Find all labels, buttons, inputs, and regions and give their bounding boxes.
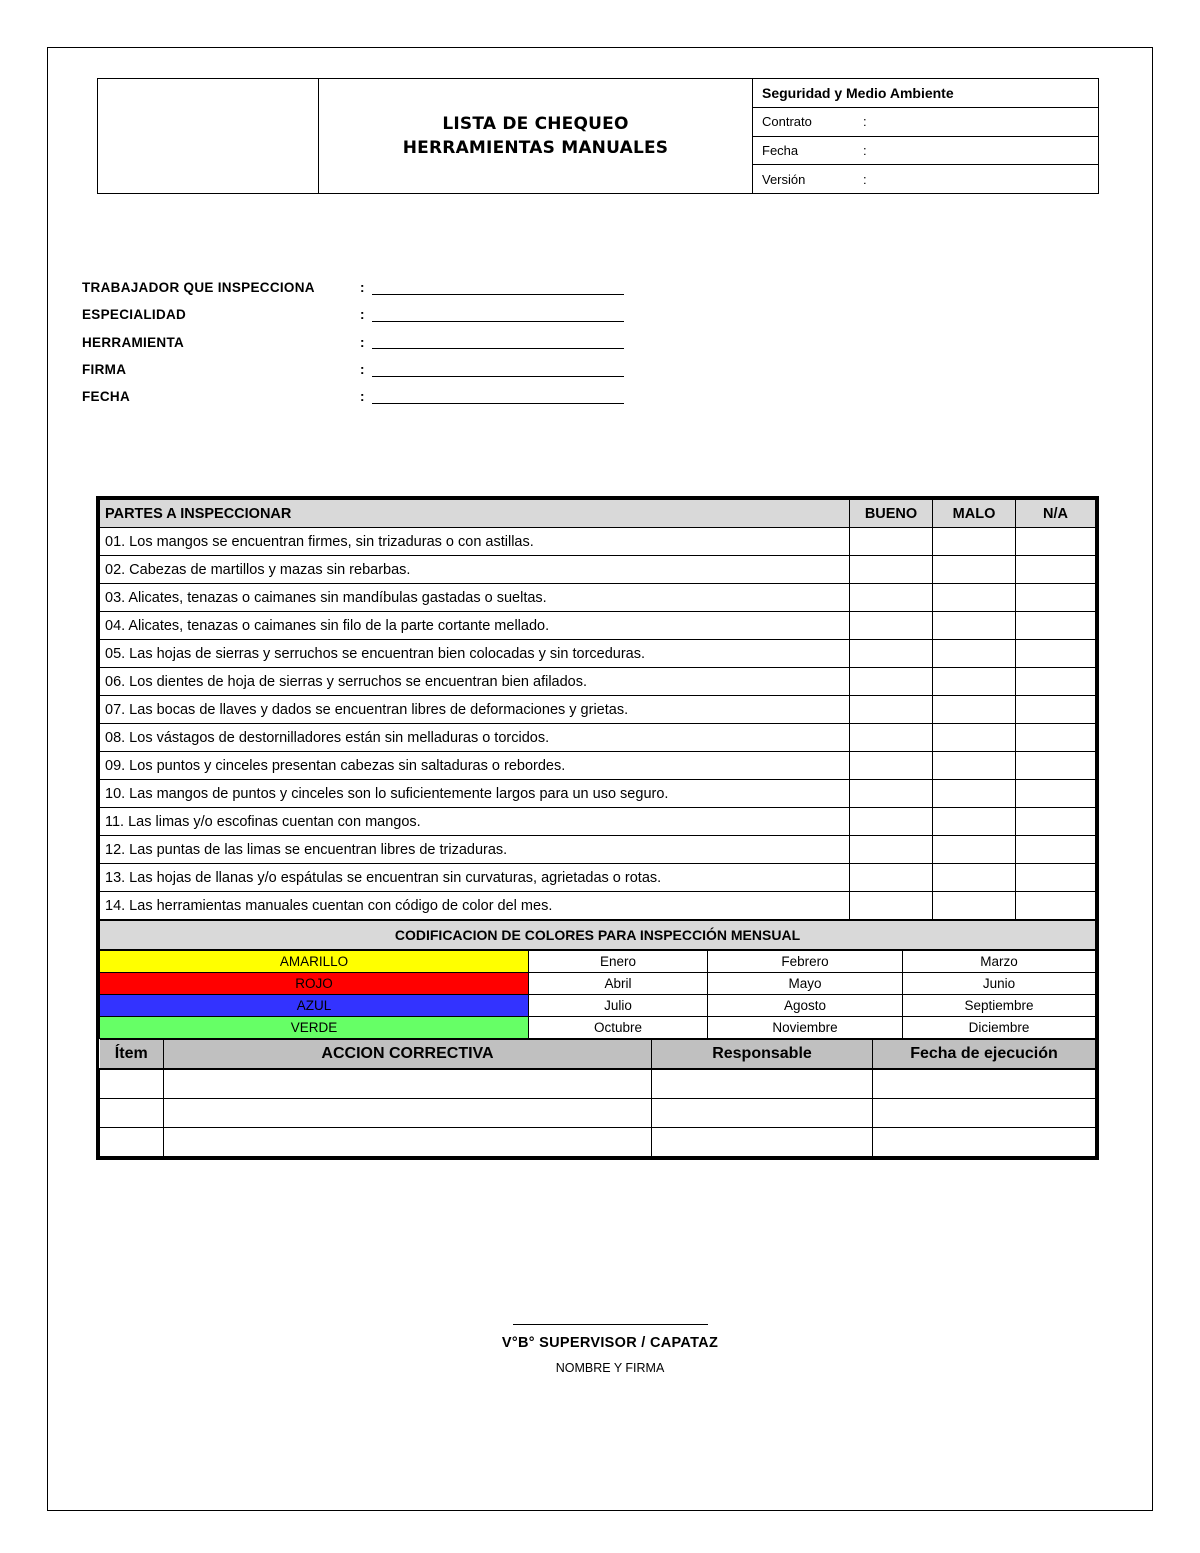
inspection-item: 03. Alicates, tenazas o caimanes sin mandíbulas gastadas o sueltas. — [100, 584, 850, 612]
color-swatch-rojo: ROJO — [100, 973, 529, 995]
month-cell: Febrero — [708, 951, 903, 973]
cell-good[interactable] — [850, 892, 933, 920]
cell-good[interactable] — [850, 836, 933, 864]
meta-version — [753, 165, 1098, 193]
cell-good[interactable] — [850, 696, 933, 724]
inspection-row — [100, 892, 1096, 920]
cell-responsible[interactable] — [652, 1099, 873, 1128]
signature-line[interactable] — [513, 1312, 708, 1325]
cell-date[interactable] — [873, 1069, 1096, 1099]
month-cell: Abril — [529, 973, 708, 995]
header-na: N/A — [1016, 500, 1096, 528]
cell-action[interactable] — [164, 1069, 652, 1099]
inspection-row — [100, 668, 1096, 696]
meta-value: : — [863, 114, 867, 130]
cell-good[interactable] — [850, 556, 933, 584]
signature-title: V°B° SUPERVISOR / CAPATAZ — [501, 1335, 719, 1351]
meta-fecha — [753, 137, 1098, 166]
color-row — [100, 951, 1096, 973]
cell-na[interactable] — [1016, 640, 1096, 668]
cell-item[interactable] — [100, 1099, 164, 1128]
field-label: FECHA — [82, 389, 130, 405]
field-input-line[interactable] — [372, 308, 624, 322]
field-fecha — [82, 383, 642, 410]
inspection-header-row — [100, 500, 1096, 528]
cell-date[interactable] — [873, 1128, 1096, 1157]
inspection-row — [100, 780, 1096, 808]
field-herramienta — [82, 329, 642, 356]
field-input-line[interactable] — [372, 335, 624, 349]
cell-bad[interactable] — [933, 864, 1016, 892]
field-label: HERRAMIENTA — [82, 334, 185, 350]
cell-bad[interactable] — [933, 640, 1016, 668]
meta-label: Contrato — [762, 114, 812, 130]
inspection-row — [100, 696, 1096, 724]
inspection-row — [100, 584, 1096, 612]
month-cell: Junio — [903, 973, 1096, 995]
color-coding-title: CODIFICACION DE COLORES PARA INSPECCIÓN MENSUAL — [100, 921, 1096, 950]
cell-bad[interactable] — [933, 556, 1016, 584]
corrective-row — [100, 1099, 1096, 1128]
field-trabajador — [82, 274, 642, 301]
meta-contrato — [753, 108, 1098, 137]
header-action: ACCION CORRECTIVA — [164, 1040, 652, 1070]
cell-na[interactable] — [1016, 528, 1096, 556]
cell-good[interactable] — [850, 752, 933, 780]
cell-na[interactable] — [1016, 836, 1096, 864]
cell-good[interactable] — [850, 724, 933, 752]
cell-na[interactable] — [1016, 612, 1096, 640]
cell-responsible[interactable] — [652, 1128, 873, 1157]
header-responsible: Responsable — [652, 1040, 873, 1070]
month-cell: Mayo — [708, 973, 903, 995]
field-input-line[interactable] — [372, 363, 624, 377]
month-cell: Agosto — [708, 995, 903, 1017]
cell-na[interactable] — [1016, 892, 1096, 920]
signature-block — [400, 1312, 820, 1375]
document-title — [319, 79, 753, 193]
field-input-line[interactable] — [372, 281, 624, 295]
inspection-item: 04. Alicates, tenazas o caimanes sin filo de la parte cortante mellado. — [100, 612, 850, 640]
corrective-row — [100, 1128, 1096, 1157]
worker-fields — [82, 274, 642, 410]
field-colon: : — [360, 307, 365, 323]
cell-bad[interactable] — [933, 724, 1016, 752]
month-cell: Noviembre — [708, 1017, 903, 1039]
cell-na[interactable] — [1016, 780, 1096, 808]
color-coding-table — [99, 920, 1096, 950]
field-colon: : — [360, 280, 365, 296]
month-cell: Octubre — [529, 1017, 708, 1039]
inspection-item: 11. Las limas y/o escofinas cuentan con mangos. — [100, 808, 850, 836]
cell-bad[interactable] — [933, 528, 1016, 556]
cell-na[interactable] — [1016, 668, 1096, 696]
inspection-row — [100, 724, 1096, 752]
inspection-item: 08. Los vástagos de destornilladores están sin melladuras o torcidos. — [100, 724, 850, 752]
color-swatch-verde: VERDE — [100, 1017, 529, 1039]
logo-placeholder — [98, 79, 319, 193]
cell-na[interactable] — [1016, 724, 1096, 752]
field-colon: : — [360, 389, 365, 405]
cell-bad[interactable] — [933, 892, 1016, 920]
field-input-line[interactable] — [372, 390, 624, 404]
inspection-item: 12. Las puntas de las limas se encuentran libres de trizaduras. — [100, 836, 850, 864]
cell-bad[interactable] — [933, 780, 1016, 808]
cell-na[interactable] — [1016, 864, 1096, 892]
inspection-form — [96, 496, 1099, 1160]
inspection-row — [100, 752, 1096, 780]
cell-bad[interactable] — [933, 836, 1016, 864]
inspection-item: 09. Los puntos y cinceles presentan cabezas sin saltaduras o rebordes. — [100, 752, 850, 780]
inspection-row — [100, 612, 1096, 640]
cell-good[interactable] — [850, 612, 933, 640]
color-coding-grid — [99, 950, 1096, 1039]
field-label: TRABAJADOR QUE INSPECCIONA — [82, 280, 315, 296]
cell-good[interactable] — [850, 584, 933, 612]
meta-box — [753, 79, 1098, 193]
color-row — [100, 1017, 1096, 1039]
color-swatch-amarillo: AMARILLO — [100, 951, 529, 973]
department-label: Seguridad y Medio Ambiente — [753, 79, 1098, 108]
color-swatch-azul: AZUL — [100, 995, 529, 1017]
inspection-row — [100, 528, 1096, 556]
cell-good[interactable] — [850, 528, 933, 556]
field-firma — [82, 356, 642, 383]
header-good: BUENO — [850, 500, 933, 528]
cell-date[interactable] — [873, 1099, 1096, 1128]
inspection-row — [100, 864, 1096, 892]
inspection-row — [100, 640, 1096, 668]
cell-good[interactable] — [850, 864, 933, 892]
month-cell: Marzo — [903, 951, 1096, 973]
inspection-item: 13. Las hojas de llanas y/o espátulas se encuentran sin curvaturas, agrietadas o rotas. — [100, 864, 850, 892]
cell-bad[interactable] — [933, 612, 1016, 640]
cell-action[interactable] — [164, 1128, 652, 1157]
corrective-row — [100, 1069, 1096, 1099]
field-colon: : — [360, 362, 365, 378]
corrective-action-table — [99, 1039, 1096, 1157]
color-row — [100, 973, 1096, 995]
cell-item[interactable] — [100, 1069, 164, 1099]
inspection-row — [100, 556, 1096, 584]
title-line-1: LISTA DE CHEQUEO — [442, 114, 629, 134]
header-item: Ítem — [100, 1040, 164, 1070]
cell-na[interactable] — [1016, 556, 1096, 584]
header-bad: MALO — [933, 500, 1016, 528]
field-label: ESPECIALIDAD — [82, 307, 187, 323]
signature-subtitle: NOMBRE Y FIRMA — [555, 1361, 665, 1375]
cell-bad[interactable] — [933, 696, 1016, 724]
cell-good[interactable] — [850, 780, 933, 808]
inspection-item: 10. Las mangos de puntos y cinceles son lo suficientemente largos para un uso seguro. — [100, 780, 850, 808]
cell-item[interactable] — [100, 1128, 164, 1157]
cell-bad[interactable] — [933, 584, 1016, 612]
cell-bad[interactable] — [933, 808, 1016, 836]
cell-bad[interactable] — [933, 752, 1016, 780]
cell-na[interactable] — [1016, 696, 1096, 724]
inspection-item: 07. Las bocas de llaves y dados se encuentran libres de deformaciones y grietas. — [100, 696, 850, 724]
inspection-item: 14. Las herramientas manuales cuentan con código de color del mes. — [100, 892, 850, 920]
cell-action[interactable] — [164, 1099, 652, 1128]
field-colon: : — [360, 334, 365, 350]
cell-good[interactable] — [850, 640, 933, 668]
cell-bad[interactable] — [933, 668, 1016, 696]
document-header — [97, 78, 1099, 194]
cell-na[interactable] — [1016, 584, 1096, 612]
inspection-table — [99, 499, 1096, 920]
cell-good[interactable] — [850, 668, 933, 696]
inspection-item: 02. Cabezas de martillos y mazas sin rebarbas. — [100, 556, 850, 584]
month-cell: Septiembre — [903, 995, 1096, 1017]
cell-responsible[interactable] — [652, 1069, 873, 1099]
header-parts: PARTES A INSPECCIONAR — [100, 500, 850, 528]
inspection-row — [100, 836, 1096, 864]
inspection-item: 05. Las hojas de sierras y serruchos se encuentran bien colocadas y sin torceduras. — [100, 640, 850, 668]
inspection-item: 06. Los dientes de hoja de sierras y serruchos se encuentran bien afilados. — [100, 668, 850, 696]
meta-label: Versión — [762, 171, 806, 187]
meta-label: Fecha — [762, 142, 799, 158]
month-cell: Diciembre — [903, 1017, 1096, 1039]
header-date: Fecha de ejecución — [873, 1040, 1096, 1070]
field-especialidad — [82, 301, 642, 328]
meta-value: : — [863, 171, 867, 187]
title-line-2: HERRAMIENTAS MANUALES — [402, 138, 669, 158]
month-cell: Enero — [529, 951, 708, 973]
inspection-item: 01. Los mangos se encuentran firmes, sin trizaduras o con astillas. — [100, 528, 850, 556]
corrective-header-row — [100, 1040, 1096, 1070]
field-label: FIRMA — [82, 362, 127, 378]
cell-good[interactable] — [850, 808, 933, 836]
month-cell: Julio — [529, 995, 708, 1017]
inspection-row — [100, 808, 1096, 836]
color-row — [100, 995, 1096, 1017]
meta-value: : — [863, 142, 867, 158]
cell-na[interactable] — [1016, 752, 1096, 780]
cell-na[interactable] — [1016, 808, 1096, 836]
